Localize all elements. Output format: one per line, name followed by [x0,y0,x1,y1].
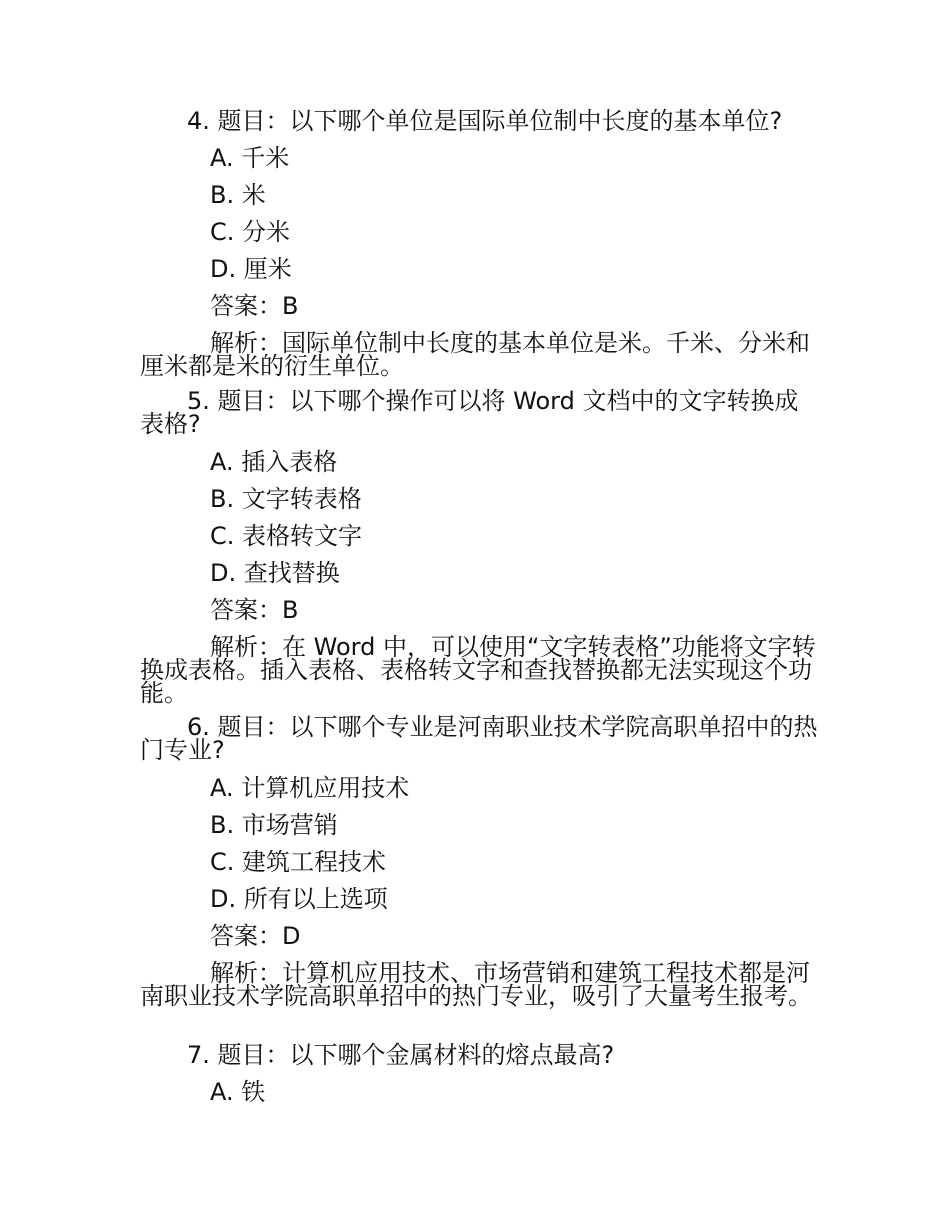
question-5-title: 5. 题目：以下哪个操作可以将 Word 文档中的文字转换成表格? [140,387,799,438]
question-6-analysis: 解析：计算机应用技术、市场营销和建筑工程技术都是河南职业技术学院高职单招中的热门专业，吸引了大量考生报考。 [140,959,812,1010]
question-4-option-b: B. 米 [210,181,266,209]
question-4-option-a: A. 千米 [210,144,290,172]
question-6-option-b: B. 市场营销 [210,811,338,839]
question-6-option-c: C. 建筑工程技术 [210,848,387,876]
question-5-answer: 答案：B [210,596,299,624]
question-6-answer: 答案：D [210,922,301,950]
question-6-option-a: A. 计算机应用技术 [210,774,410,802]
question-4-option-c: C. 分米 [210,218,291,246]
question-4-answer: 答案：B [210,292,299,320]
question-6-option-d: D. 所有以上选项 [210,885,388,913]
question-5-option-b: B. 文字转表格 [210,485,362,513]
question-4-title: 4. 题目：以下哪个单位是国际单位制中长度的基本单位? [187,107,783,135]
question-7-title: 7. 题目：以下哪个金属材料的熔点最高? [187,1041,615,1069]
question-5-analysis: 解析：在 Word 中，可以使用“文字转表格”功能将文字转换成表格。插入表格、表格转文字和查找替换都无法实现这个功能。 [140,633,816,707]
question-7-option-a: A. 铁 [210,1078,266,1106]
question-4-option-d: D. 厘米 [210,255,292,283]
question-6-title: 6. 题目：以下哪个专业是河南职业技术学院高职单招中的热门专业? [140,713,818,764]
question-5-option-a: A. 插入表格 [210,448,338,476]
question-5-option-c: C. 表格转文字 [210,522,363,550]
question-5-option-d: D. 查找替换 [210,559,340,587]
question-4-analysis: 解析：国际单位制中长度的基本单位是米。千米、分米和厘米都是米的衍生单位。 [140,329,810,380]
